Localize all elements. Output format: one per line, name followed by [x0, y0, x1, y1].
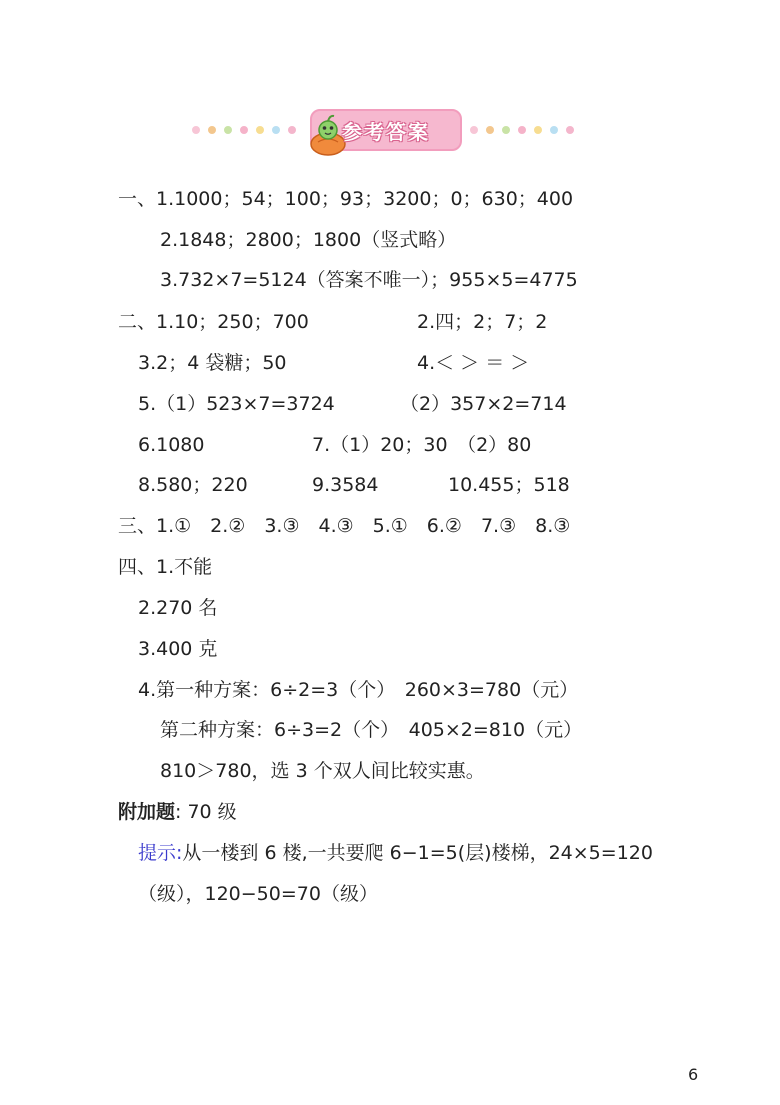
- bonus-label: 附加题: [118, 801, 176, 823]
- decor-dot: [502, 126, 510, 134]
- section2-row3-col1: 5.（1）523×7=3724: [138, 393, 335, 415]
- decor-dot: [240, 126, 248, 134]
- section2-row5-col2: 9.3584: [312, 474, 379, 496]
- decor-dot: [256, 126, 264, 134]
- decor-dot: [224, 126, 232, 134]
- hint-label: 提示:: [138, 842, 183, 864]
- decor-dot: [288, 126, 296, 134]
- left-dot-row: [192, 126, 304, 136]
- hint-text: 从一楼到 6 楼,一共要爬 6−1=5(层)楼梯，24×5=120: [182, 842, 653, 864]
- page-number: 6: [688, 1065, 699, 1084]
- section3-line: 三、1.① 2.② 3.③ 4.③ 5.① 6.② 7.③ 8.③: [118, 515, 571, 537]
- section2-row4-col2: 7.（1）20；30 （2）80: [312, 434, 532, 456]
- decor-dot: [566, 126, 574, 134]
- bonus-line: [118, 799, 237, 825]
- section1-line3: 3.732×7=5124（答案不唯一）；955×5=4775: [160, 269, 578, 291]
- section4-line2: 2.270 名: [138, 597, 218, 619]
- section4-line4: 4.第一种方案：6÷2=3（个） 260×3=780（元）: [138, 679, 579, 701]
- bonus-hint-line2: （级），120−50=70（级）: [138, 883, 378, 905]
- section4-line1: 四、1.不能: [118, 556, 213, 578]
- bonus-answer: : 70 级: [175, 801, 237, 823]
- section1-line2: 2.1848；2800；1800（竖式略）: [160, 229, 457, 251]
- decor-dot: [534, 126, 542, 134]
- right-dot-row: [470, 126, 582, 136]
- decor-dot: [470, 126, 478, 134]
- section2-row3-col2: （2）357×2=714: [400, 393, 567, 415]
- section2-row1-col1: 二、1.10；250；700: [118, 311, 309, 333]
- decor-dot: [518, 126, 526, 134]
- decor-dot: [192, 126, 200, 134]
- section2-row1-col2: 2.四；2；7；2: [417, 311, 548, 333]
- section2-row4-col1: 6.1080: [138, 434, 205, 456]
- section1-line1: 一、1.1000；54；100；93；3200；0；630；400: [118, 188, 574, 210]
- section4-line5: 第二种方案：6÷3=2（个） 405×2=810（元）: [160, 719, 583, 741]
- section2-row2-col1: 3.2；4 袋糖；50: [138, 352, 287, 374]
- bonus-hint-line1: [138, 840, 653, 866]
- section4-line3: 3.400 克: [138, 638, 218, 660]
- section2-row5-col3: 10.455；518: [448, 474, 570, 496]
- decor-dot: [550, 126, 558, 134]
- section2-row2-col2: 4.＜ ＞ ＝ ＞: [417, 352, 530, 374]
- section2-row5-col1: 8.580；220: [138, 474, 248, 496]
- decor-dot: [272, 126, 280, 134]
- decor-dot: [208, 126, 216, 134]
- section4-line6: 810＞780，选 3 个双人间比较实惠。: [160, 760, 485, 782]
- page-title: 参考答案: [342, 120, 430, 144]
- decor-dot: [486, 126, 494, 134]
